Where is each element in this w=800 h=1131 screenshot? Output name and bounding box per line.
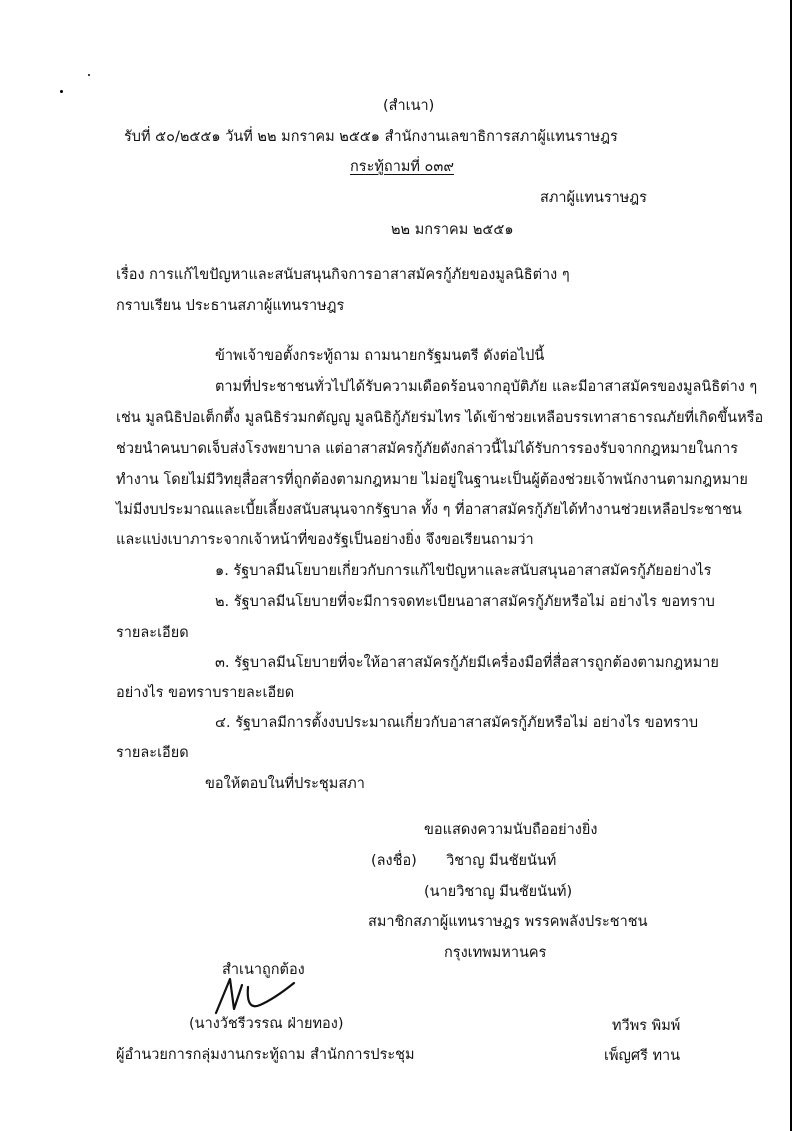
certifier-name: (นางวัชรีวรรณ ฝ่ายทอง) [189,1016,344,1032]
scan-speck [60,90,63,93]
copy-mark: (สำเนา) [383,98,435,114]
intro-text: ข้าพเจ้าขอตั้งกระทู้ถาม ถามนายกรัฐมนตรี ดังต่อไปนี้ [215,348,545,364]
typed-by: ทวีพร พิมพ์ [612,1018,681,1034]
question-1: ๑. รัฐบาลมีนโยบายเกี่ยวกับการแก้ไขปัญหาและสนับสนุนอาสาสมัครกู้ภัยอย่างไร [215,563,712,579]
question-3-continued: อย่างไร ขอทราบรายละเอียด [116,685,295,701]
regards: ขอแสดงความนับถืออย่างยิ่ง [424,822,598,838]
subject-text: การแก้ไขปัญหาและสนับสนุนกิจการอาสาสมัครกู้ภัยของมูลนิธิต่าง ๆ [149,267,570,283]
paragraph-line: ทำงาน โดยไม่มีวิทยุสื่อสารที่ถูกต้องตามกฎหมาย ไม่อยู่ในฐานะเป็นผู้ต้องช่วยเจ้าพนักงานตามกฎหมาย [116,472,748,488]
question-2: ๒. รัฐบาลมีนโยบายที่จะมีการจดทะเบียนอาสาสมัครกู้ภัยหรือไม่ อย่างไร ขอทราบ [215,594,715,610]
checked-by: เพ็ญศรี ทาน [604,1048,681,1064]
question-4: ๔. รัฐบาลมีการตั้งงบประมาณเกี่ยวกับอาสาสมัครกู้ภัยหรือไม่ อย่างไร ขอทราบ [215,715,699,731]
subject-label: เรื่อง [116,267,145,283]
certifier-title: ผู้อำนวยการกลุ่มงานกระทู้ถาม สำนักการประชุม [116,1047,415,1063]
salutation: กราบเรียน ประธานสภาผู้แทนราษฎร [116,298,345,314]
scan-speck [88,74,90,76]
signer-full-name: (นายวิชาญ มีนชัยนันท์) [424,884,573,900]
question-2-continued: รายละเอียด [116,625,189,641]
certified-copy-label: สำเนาถูกต้อง [222,962,305,978]
question-4-continued: รายละเอียด [116,745,189,761]
paragraph-line: และแบ่งเบาภาระจากเจ้าหน้าที่ของรัฐเป็นอย่างยิ่ง จึงขอเรียนถามว่า [116,532,534,548]
receipt-line: รับที่ ๕๐/๒๕๕๑ วันที่ ๒๒ มกราคม ๒๕๕๑ สำนักงานเลขาธิการสภาผู้แทนราษฎร [124,129,618,145]
signer-province: กรุงเทพมหานคร [444,945,547,961]
place: สภาผู้แทนราษฎร [540,190,647,206]
paragraph-line: ไม่มีงบประมาณและเบี้ยเลี้ยงสนับสนุนจากรัฐบาล ทั้ง ๆ ที่อาสาสมัครกู้ภัยได้ทำงานช่วยเหลือประชาชน [116,502,742,518]
answer-request: ขอให้ตอบในที่ประชุมสภา [205,776,365,792]
signed-name: วิชาญ มีนชัยนันท์ [446,853,557,869]
paragraph-line: เช่น มูลนิธิปอเต็กตึ้ง มูลนิธิร่วมกตัญญู มูลนิธิกู้ภัยร่มไทร ได้เข้าช่วยเหลือบรรเทาสาธารณภัยที่เกิดขึ้นหรือ [116,410,764,426]
signature-line [371,851,556,871]
question-number: กระทู้ถามที่ ๐๓๙ [350,159,454,175]
question-3: ๓. รัฐบาลมีนโยบายที่จะให้อาสาสมัครกู้ภัยมีเครื่องมือที่สื่อสารถูกต้องตามกฎหมาย [215,655,719,671]
paragraph-line: ตามที่ประชาชนทั่วไปได้รับความเดือดร้อนจากอุบัติภัย และมีอาสาสมัครของมูลนิธิต่าง ๆ [215,379,758,395]
paragraph-line: ช่วยนำคนบาดเจ็บส่งโรงพยาบาล แต่อาสาสมัครกู้ภัยดังกล่าวนี้ไม่ได้รับการรองรับจากกฎหมายในการ [116,441,739,457]
signer-position: สมาชิกสภาผู้แทนราษฎร พรรคพลังประชาชน [368,914,648,930]
date: ๒๒ มกราคม ๒๕๕๑ [391,222,514,238]
subject [116,265,570,285]
scan-edge [790,0,792,1131]
signed-label: (ลงชื่อ) [371,853,417,869]
